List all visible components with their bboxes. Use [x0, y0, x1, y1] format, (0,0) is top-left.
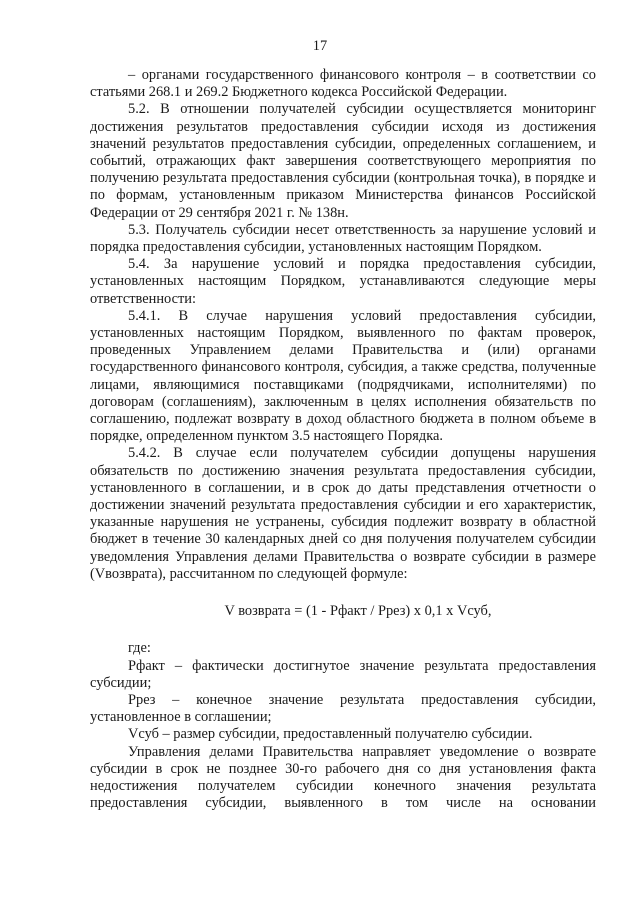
paragraph-control-bodies: – органами государственного финансового контроля – в соответствии со статьями 268.1 и 269.2 Бюджетного кодекса Российской Федерации. [90, 67, 596, 101]
refund-formula: V возврата = (1 - Pфакт / Pрез) х 0,1 х Vсуб, [224, 603, 492, 620]
document-body [90, 67, 596, 812]
where-label: где: [128, 640, 151, 657]
paragraph-5-2: 5.2. В отношении получателей субсидии осуществляется мониторинг достижения результатов предоставления субсидии исходя из достижения значений результатов предоставления субсидии, определенных соглашением, и событий, отражающих факт завершения соответствующего мероприятия по получению результата предоставления субсидии (контрольная точка), в порядке и по формам, установленным приказом Министерства финансов Российской Федерации от 29 сентября 2021 г. № 138н. [90, 101, 596, 221]
definition-vsub: Vсуб – размер субсидии, предоставленный получателю субсидии. [128, 726, 533, 743]
paragraph-5-4: 5.4. За нарушение условий и порядка предоставления субсидии, установленных настоящим Порядком, устанавливаются следующие меры ответственности: [90, 256, 596, 307]
paragraph-5-4-1: 5.4.1. В случае нарушения условий предоставления субсидии, установленных настоящим Порядком, выявленного по фактам проверок, проведенных Управлением делами Правительства и (или) органами государственного финансового контроля, субсидия, а также средства, полученные лицами, являющимися поставщиками (подрядчиками, исполнителями) по договорам (соглашениям), заключенным в целях исполнения обязательств по соглашению, подлежат возврату в доход областного бюджета в полном объеме в порядке, определенном пунктом 3.5 настоящего Порядка. [90, 307, 596, 445]
paragraph-5-3: 5.3. Получатель субсидии несет ответственность за нарушение условий и порядка предоставления субсидии, установленных настоящим Порядком. [90, 221, 596, 256]
definition-pfact: Pфакт – фактически достигнутое значение результата предоставления субсидии; [90, 657, 596, 691]
paragraph-5-4-2: 5.4.2. В случае если получателем субсидии допущены нарушения обязательств по достижению значения результата предоставления субсидии, установленного в соглашении, и в срок до даты представления отчетности о достижении значений результата предоставления субсидии и его характеристик, указанные нарушения не устранены, субсидия подлежит возврату в областной бюджет в течение 30 календарных дней со дня получения получателем субсидии уведомления Управления делами Правительства о возврате субсидии в размере (Vвозврата), рассчитанном по следующей формуле: [90, 445, 596, 582]
definition-prez: Pрез – конечное значение результата предоставления субсидии, установленное в соглашении; [90, 691, 596, 726]
page-number: 17 [312, 38, 328, 54]
closing-paragraph: Управления делами Правительства направляет уведомление о возврате субсидии в срок не позднее 30-го рабочего дня со дня установления факта недостижения получателем субсидии конечного значения результата предоставления субсидии, выявленного в том числе на основании [90, 743, 596, 812]
